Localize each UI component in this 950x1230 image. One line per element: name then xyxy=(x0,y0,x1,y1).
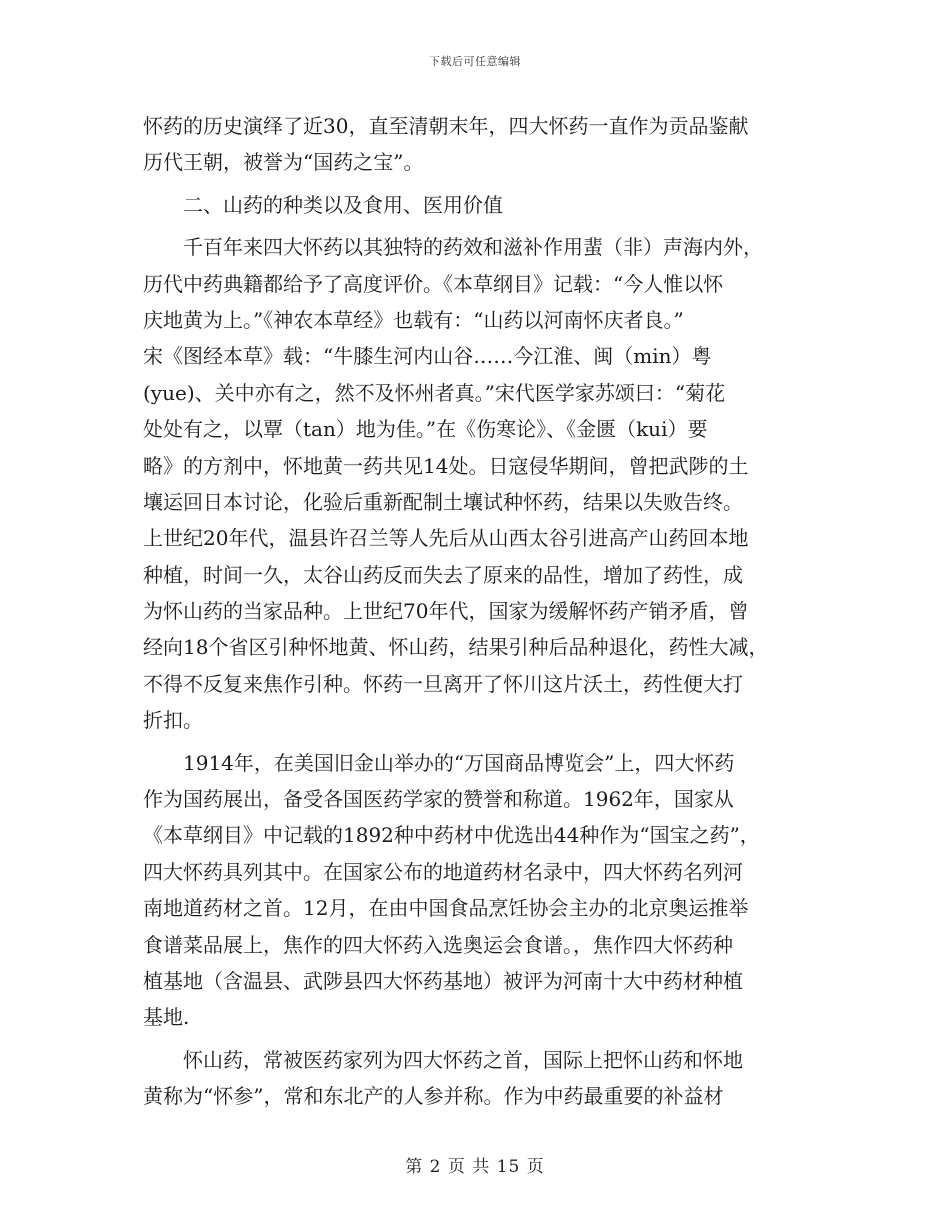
text-line: 怀山药，常被医药家列为四大怀药之首，国际上把怀山药和怀地 xyxy=(183,1047,743,1072)
page-footer: 第 2 页 共 15 页 xyxy=(405,1157,545,1177)
text-line: 历代中药典籍都给予了高度评价。《本草纲目》记载：“今人惟以怀 xyxy=(143,271,724,296)
text-line: 不得不反复来焦作引种。怀药一旦离开了怀川这片沃土，药性便大打 xyxy=(143,671,743,696)
text-line: 1914年，在美国旧金山举办的“万国商品博览会”上，四大怀药 xyxy=(183,750,735,775)
text-line: 黄称为“怀参”，常和东北产的人参并称。作为中药最重要的补益材 xyxy=(143,1084,724,1109)
text-line: 作为国药展出，备受各国医药学家的赞誉和称道。1962年，国家从 xyxy=(143,787,734,812)
text-line: 壤运回日本讨论，化验后重新配制土壤试种怀药，结果以失败告终。 xyxy=(143,489,743,514)
text-line: (yue)、关中亦有之，然不及怀州者真。”宋代医学家苏颂曰：“菊花 xyxy=(143,380,726,405)
text-line: 上世纪20年代，温县许召兰等人先后从山西太谷引进高产山药回本地 xyxy=(143,526,749,551)
text-line: 经向18个省区引种怀地黄、怀山药，结果引种后品种退化，药性大减， xyxy=(143,635,769,660)
text-line: 历代王朝，被誉为“国药之宝”。 xyxy=(143,150,424,175)
text-line: 植基地（含温县、武陟县四大怀药基地）被评为河南十大中药材种植 xyxy=(143,968,743,993)
text-line: 《本草纲目》中记载的1892种中药材中优选出44种作为“国宝之药”， xyxy=(143,823,760,848)
text-line: 四大怀药具列其中。在国家公布的地道药材名录中，四大怀药名列河 xyxy=(143,859,743,884)
text-line: 千百年来四大怀药以其独特的药效和滋补作用蜚（非）声海内外， xyxy=(183,235,763,260)
text-line: 怀药的历史演绎了近30，直至清朝末年，四大怀药一直作为贡品鉴献 xyxy=(143,114,749,138)
text-line: 南地道药材之首。12月，在由中国食品烹饪协会主办的北京奥运推举 xyxy=(143,896,749,921)
text-line: 折扣。 xyxy=(143,708,203,733)
text-line: 种植，时间一久，太谷山药反而失去了原来的品性，增加了药性，成 xyxy=(143,562,743,587)
text-line: 庆地黄为上。”《神农本草经》也载有：“山药以河南怀庆者良。” xyxy=(143,307,684,332)
text-line: 宋《图经本草》载：“牛膝生河内山谷……今江淮、闽（min）粤 xyxy=(143,344,712,369)
section-heading: 二、山药的种类以及食用、医用价值 xyxy=(183,192,503,217)
text-line: 略》的方剂中，怀地黄一药共见14处。日寇侵华期间，曾把武陟的土 xyxy=(143,453,749,478)
text-line: 基地. xyxy=(143,1005,190,1030)
text-line: 为怀山药的当家品种。上世纪70年代，国家为缓解怀药产销矛盾，曾 xyxy=(143,599,749,624)
document-body xyxy=(143,108,807,1115)
header-note: 下载后可任意编辑 xyxy=(429,55,521,68)
text-line: 食谱菜品展上，焦作的四大怀药入选奥运会食谱。，焦作四大怀药种 xyxy=(143,932,733,957)
text-line: 处处有之，以覃（tan）地为佳。”在《伤寒论》、《金匮（kui）要 xyxy=(143,417,708,442)
